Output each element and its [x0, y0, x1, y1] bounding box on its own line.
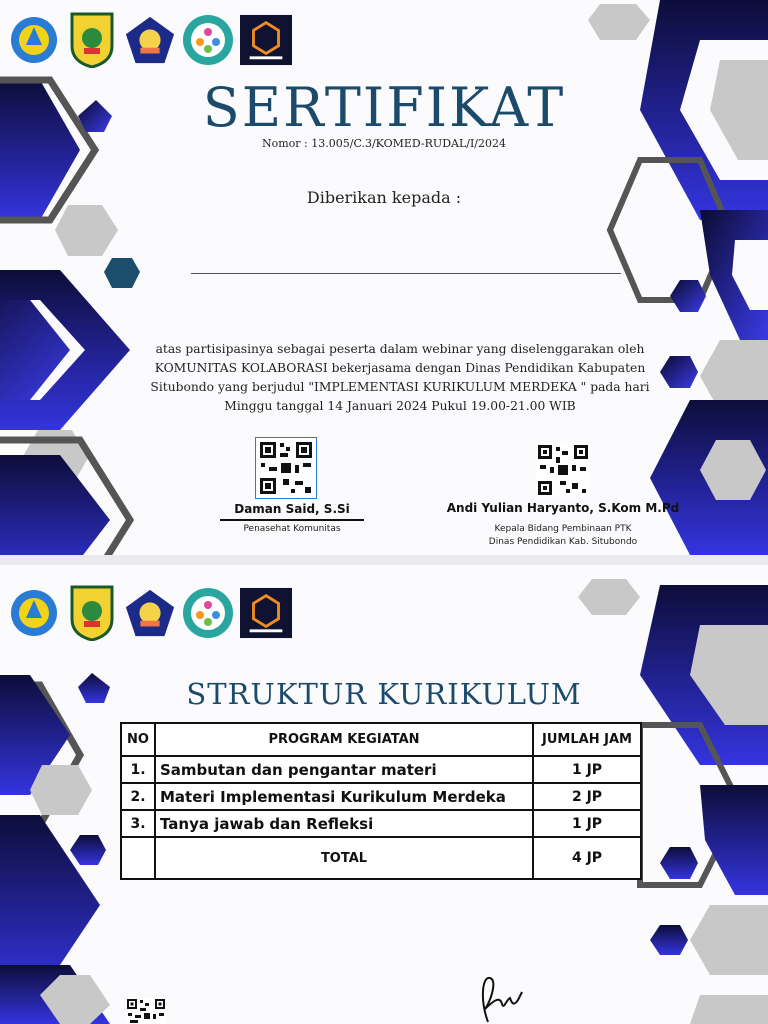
- komunitas-logo: [124, 585, 176, 641]
- table-header-row: [121, 723, 641, 756]
- header-jam: JUMLAH JAM: [533, 723, 641, 756]
- row-program: Sambutan dan pengantar materi: [155, 756, 533, 783]
- table-row: [121, 756, 641, 783]
- qr-code-bottom: [126, 998, 166, 1024]
- total-value: 4 JP: [533, 837, 641, 879]
- signature-line: [220, 519, 364, 521]
- row-jam: 1 JP: [533, 810, 641, 837]
- table-total-row: [121, 837, 641, 879]
- row-jam: 1 JP: [533, 756, 641, 783]
- signer-left-name: Daman Said, S.Si: [234, 502, 350, 516]
- tut-wuri-handayani-logo: [8, 585, 60, 641]
- signer-left-role: Penasehat Komunitas: [243, 524, 341, 534]
- situbondo-regency-logo: [66, 12, 118, 68]
- signer-right-name: Andi Yulian Haryanto, S.Kom M.Pd: [446, 501, 680, 515]
- page-separator: [0, 555, 768, 565]
- guru-kolaborasi-logo: [240, 12, 292, 68]
- pgri-laras-logo: [182, 585, 234, 641]
- certificate-title: SERTIFIKAT: [202, 76, 566, 139]
- signer-left: [220, 502, 364, 536]
- handwritten-signature: [470, 970, 540, 1024]
- row-program: Tanya jawab dan Refleksi: [155, 810, 533, 837]
- row-no: 3.: [121, 810, 155, 837]
- curriculum-title: STRUKTUR KURIKULUM: [186, 677, 582, 711]
- total-no: [121, 837, 155, 879]
- curriculum-table: [120, 722, 642, 880]
- signer-right-role-1: Kepala Bidang Pembinaan PTK: [494, 524, 632, 534]
- partner-logos-2: [8, 585, 292, 641]
- row-no: 2.: [121, 783, 155, 810]
- pgri-laras-logo: [182, 12, 234, 68]
- row-program: Materi Implementasi Kurikulum Merdeka: [155, 783, 533, 810]
- row-jam: 2 JP: [533, 783, 641, 810]
- total-label: TOTAL: [155, 837, 533, 879]
- table-row: [121, 810, 641, 837]
- header-program: PROGRAM KEGIATAN: [155, 723, 533, 756]
- situbondo-regency-logo: [66, 585, 118, 641]
- header-no: NO: [121, 723, 155, 756]
- signer-right-role-2: Dinas Pendidikan Kab. Situbondo: [488, 537, 638, 547]
- recipient-name-line: [191, 273, 621, 274]
- certificate-number: Nomor : 13.005/C.3/KOMED-RUDAL/I/2024: [261, 137, 507, 150]
- row-no: 1.: [121, 756, 155, 783]
- guru-kolaborasi-logo: [240, 585, 292, 641]
- certificate-description: atas partisipasinya sebagai peserta dalam webinar yang diselenggarakan oleh KOMUNITAS KOLABORASI bekerjasama dengan Dinas Pendidikan Kabupaten Situbondo yang berjudul "IMPLEMENTASI KURIKULUM MERDEKA " pada hari Minggu tanggal 14 Januari 2024 Pukul 19.00-21.00 WIB: [150, 342, 650, 413]
- komunitas-logo: [124, 12, 176, 68]
- partner-logos: [8, 12, 292, 68]
- signer-right: [430, 501, 696, 549]
- qr-code-right: [536, 443, 590, 497]
- curriculum-page: [0, 565, 768, 1024]
- given-to-label: Diberikan kepada :: [306, 188, 462, 207]
- tut-wuri-handayani-logo: [8, 12, 60, 68]
- qr-code-left: [255, 437, 317, 499]
- table-row: [121, 783, 641, 810]
